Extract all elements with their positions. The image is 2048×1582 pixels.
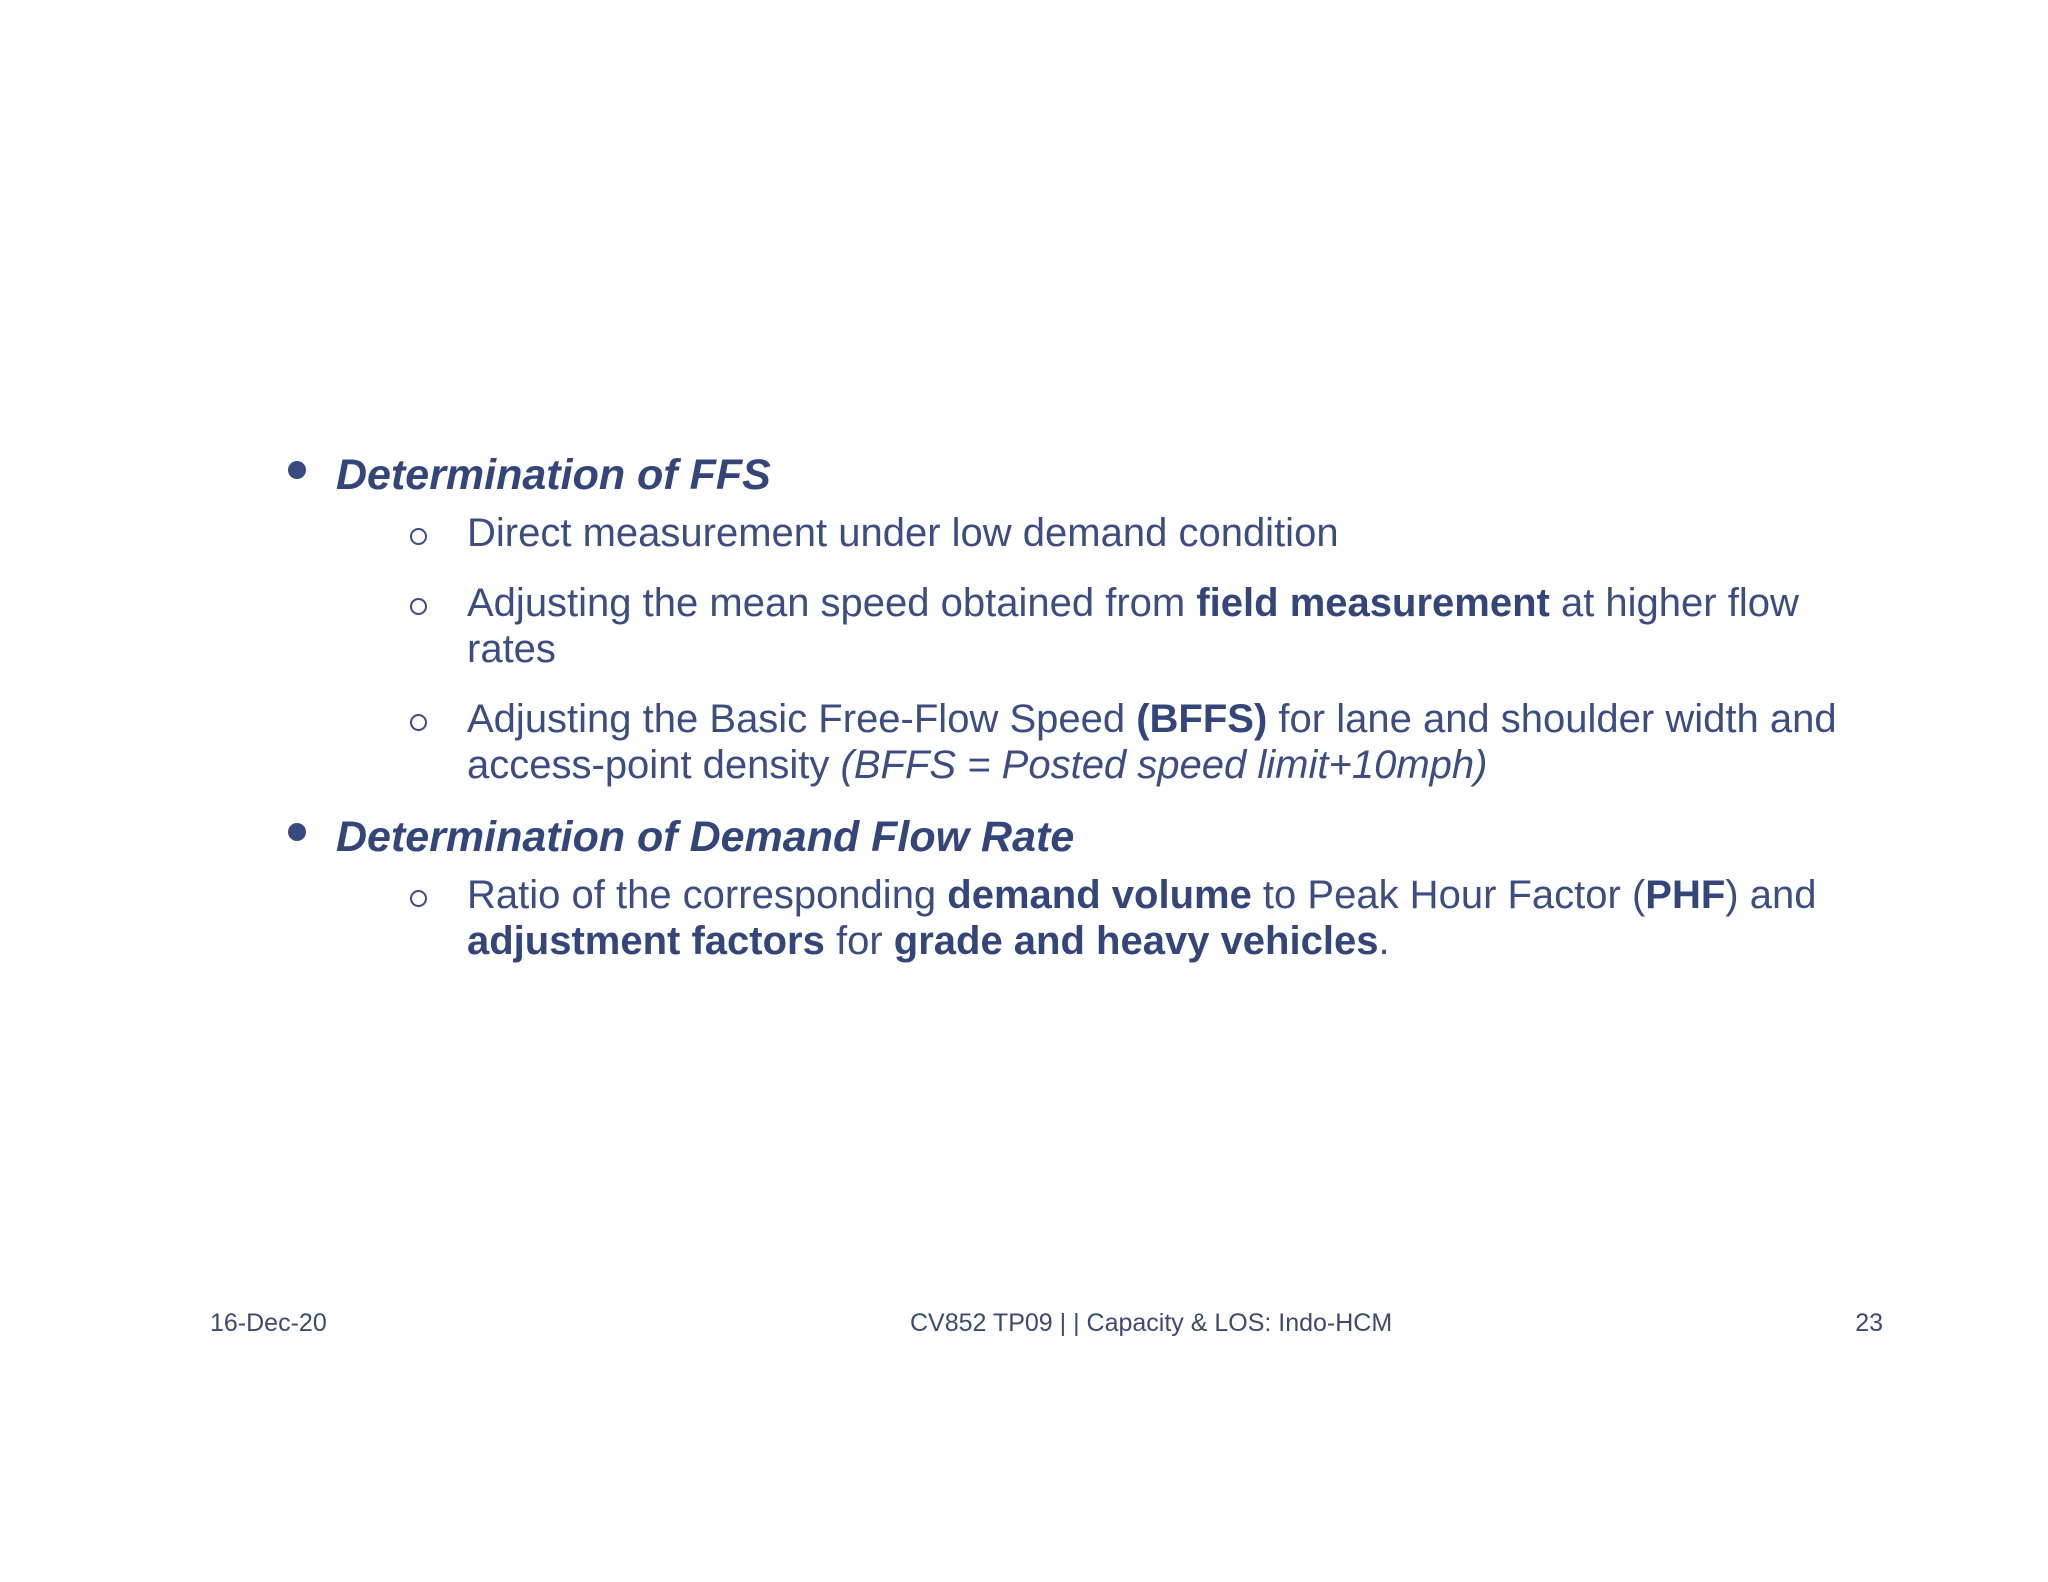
text-run: for lane and shoulder width and access-point density bbox=[467, 697, 1837, 787]
sub-item bbox=[336, 872, 1880, 964]
bullet-ffs bbox=[280, 448, 1880, 788]
circle-bullet-icon bbox=[410, 598, 427, 615]
footer-date: 16-Dec-20 bbox=[210, 1309, 327, 1337]
text-run: to Peak Hour Factor ( bbox=[1251, 873, 1646, 917]
formula-text: (BFFS = Posted speed limit+10mph) bbox=[840, 743, 1488, 787]
emphasis-text: field measurement bbox=[1196, 581, 1550, 625]
text-run: Adjusting the Basic Free-Flow Speed bbox=[467, 697, 1137, 741]
bullet-demand-flow bbox=[280, 810, 1880, 964]
slide-content bbox=[280, 448, 1880, 988]
footer-title: CV852 TP09 | | Capacity & LOS: Indo-HCM bbox=[910, 1309, 1393, 1337]
sub-list bbox=[336, 510, 1880, 788]
text-run: Ratio of the corresponding bbox=[467, 873, 948, 917]
text-run: Adjusting the mean speed obtained from bbox=[467, 581, 1197, 625]
emphasis-text: adjustment factors bbox=[467, 919, 825, 963]
text-run: . bbox=[1378, 919, 1390, 963]
page-number: 23 bbox=[1855, 1309, 1883, 1337]
text-run: at higher flow rates bbox=[467, 581, 1799, 671]
bullet-title: Determination of Demand Flow Rate bbox=[336, 813, 1075, 861]
sub-item bbox=[336, 580, 1880, 672]
bullet-dot-icon bbox=[288, 461, 306, 479]
emphasis-text: grade and heavy vehicles bbox=[893, 919, 1379, 963]
text-run: for bbox=[824, 919, 894, 963]
circle-bullet-icon bbox=[410, 528, 427, 545]
text-run: ) and bbox=[1725, 873, 1817, 917]
sub-item bbox=[336, 510, 1880, 556]
sub-item bbox=[336, 696, 1880, 788]
circle-bullet-icon bbox=[410, 714, 427, 731]
bullet-title: Determination of FFS bbox=[336, 451, 771, 499]
circle-bullet-icon bbox=[410, 890, 427, 907]
emphasis-text: PHF bbox=[1645, 873, 1726, 917]
bullet-dot-icon bbox=[288, 823, 306, 841]
sub-list bbox=[336, 872, 1880, 964]
text-run: Direct measurement under low demand condition bbox=[467, 511, 1339, 555]
emphasis-text: demand volume bbox=[947, 873, 1252, 917]
emphasis-text: (BFFS) bbox=[1136, 697, 1268, 741]
